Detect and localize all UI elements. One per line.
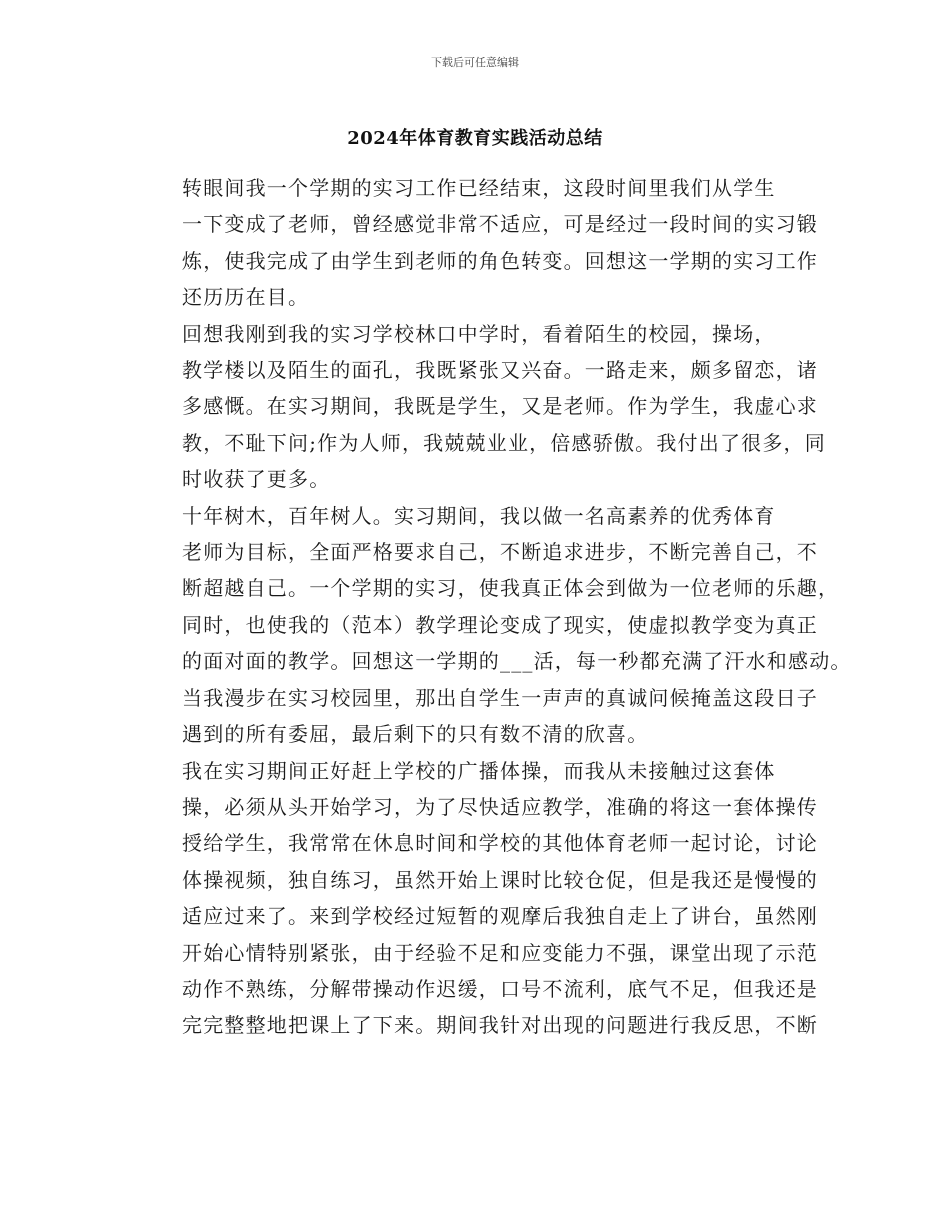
paragraph-line: 十年树木，百年树人。实习期间，我以做一名高素养的优秀体育	[182, 503, 776, 528]
paragraph-line: 教，不耻下问;作为人师，我兢兢业业，倍感骄傲。我付出了很多，同	[182, 430, 826, 455]
paragraph-1	[142, 170, 818, 316]
paragraph-3	[142, 498, 852, 753]
paragraph-line: 炼，使我完成了由学生到老师的角色转变。回想这一学期的实习工作	[182, 248, 818, 273]
paragraph-2	[142, 316, 826, 498]
paragraph-line: 转眼间我一个学期的实习工作已经结束，这段时间里我们从学生	[182, 176, 776, 200]
paragraph-line: 完完整整地把课上了下来。期间我针对出现的问题进行我反思，不断	[182, 1013, 818, 1038]
paragraph-4	[142, 753, 818, 1044]
paragraph-line: 一下变成了老师，曾经感觉非常不适应，可是经过一段时间的实习锻	[182, 212, 818, 237]
paragraph-line: 多感慨。在实习期间，我既是学生，又是老师。作为学生，我虚心求	[182, 394, 818, 419]
paragraph-line: 教学楼以及陌生的面孔，我既紧张又兴奋。一路走来，颇多留恋，诸	[182, 358, 818, 383]
paragraph-line: 适应过来了。来到学校经过短暂的观摩后我独自走上了讲台，虽然刚	[182, 904, 818, 929]
document-title: 2024年体育教育实践活动总结	[347, 128, 603, 149]
header-note: 下载后可任意编辑	[431, 56, 519, 69]
paragraph-line: 断超越自己。一个学期的实习，使我真正体会到做为一位老师的乐趣，	[182, 576, 840, 601]
paragraph-line: 的面对面的教学。回想这一学期的___活，每一秒都充满了汗水和感动。	[182, 649, 852, 674]
paragraph-line: 体操视频，独自练习，虽然开始上课时比较仓促，但是我还是慢慢的	[182, 867, 818, 892]
paragraph-line: 老师为目标，全面严格要求自己，不断追求进步，不断完善自己，不	[182, 540, 818, 565]
paragraph-line: 遇到的所有委屈，最后剩下的只有数不清的欣喜。	[182, 722, 649, 747]
document-body	[142, 170, 852, 1044]
paragraph-line: 操，必须从头开始学习，为了尽快适应教学，准确的将这一套体操传	[182, 794, 818, 819]
paragraph-line: 我在实习期间正好赶上学校的广播体操，而我从未接触过这套体	[182, 758, 776, 783]
paragraph-line: 开始心情特别紧张，由于经验不足和应变能力不强，课堂出现了示范	[182, 940, 818, 965]
paragraph-line: 当我漫步在实习校园里，那出自学生一声声的真诚问候掩盖这段日子	[182, 685, 818, 710]
paragraph-line: 时收获了更多。	[182, 467, 331, 492]
paragraph-line: 回想我刚到我的实习学校林口中学时，看着陌生的校园，操场，	[182, 321, 776, 346]
paragraph-line: 还历历在目。	[182, 285, 310, 310]
paragraph-line: 授给学生，我常常在休息时间和学校的其他体育老师一起讨论，讨论	[182, 831, 818, 856]
paragraph-line: 同时，也使我的（范本）教学理论变成了现实，使虚拟教学变为真正	[182, 612, 818, 637]
paragraph-line: 动作不熟练，分解带操动作迟缓，口号不流利，底气不足，但我还是	[182, 976, 818, 1001]
